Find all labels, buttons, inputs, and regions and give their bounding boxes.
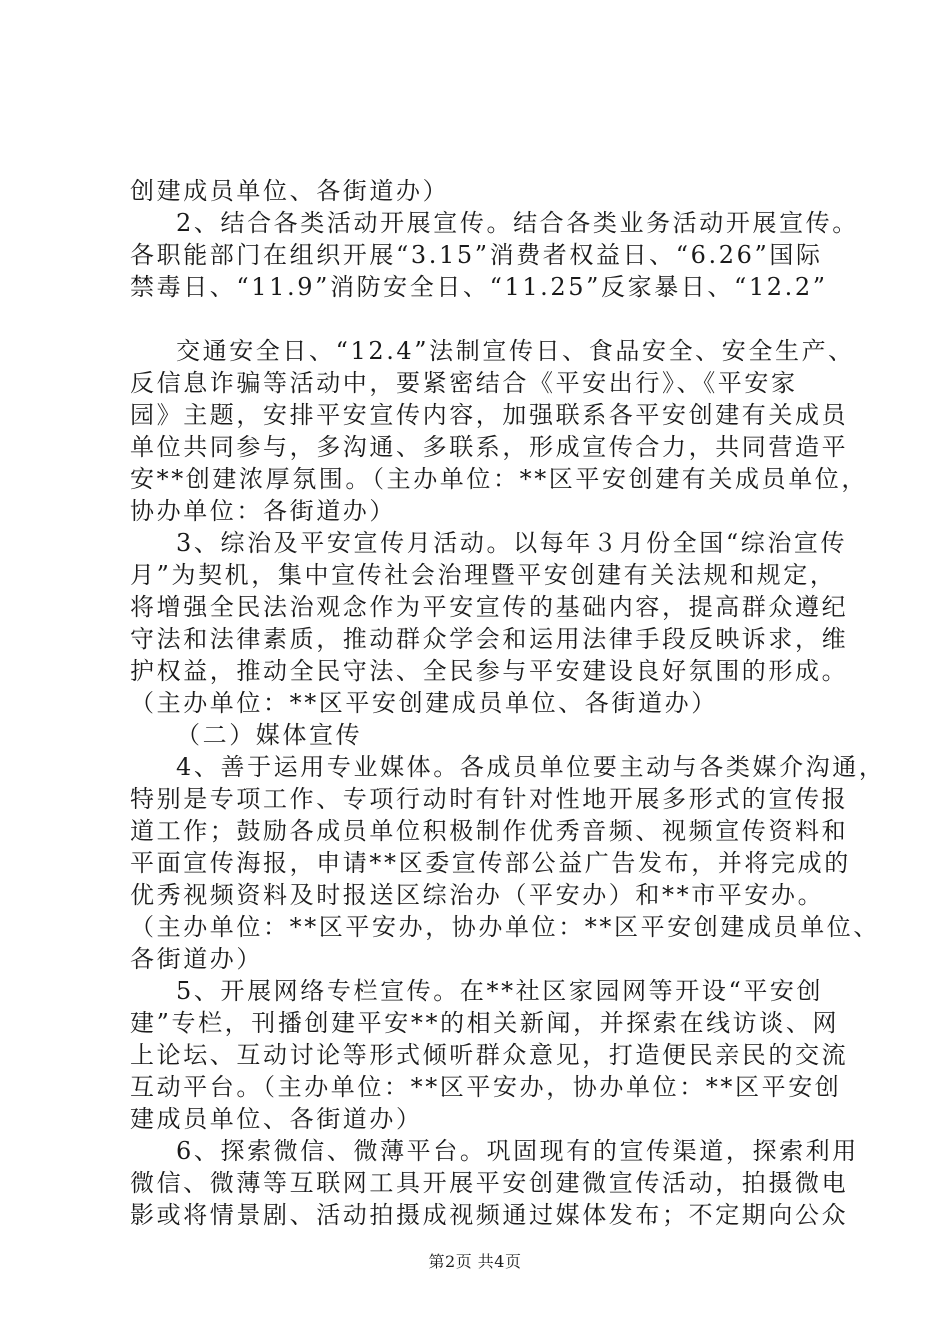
section-heading: （二）媒体宣传 <box>176 721 363 749</box>
text-line: 安**创建浓厚氛围。（主办单位：**区平安创建有关成员单位， <box>130 465 868 493</box>
page-number: 第2页 共4页 <box>428 1252 522 1271</box>
text-line: 各职能部门在组织开展“3.15”消费者权益日、“6.26”国际 <box>130 241 823 269</box>
text-line: 反信息诈骗等活动中，要紧密结合《平安出行》、《平安家 <box>130 369 798 397</box>
text-line: 守法和法律素质，推动群众学会和运用法律手段反映诉求，维 <box>130 625 849 653</box>
text-line: 3、综治及平安宣传月活动。以每年３月份全国“综治宣传 <box>176 529 848 557</box>
text-line: 特别是专项工作、专项行动时有针对性地开展多形式的宣传报 <box>130 785 849 813</box>
text-line: 平面宣传海报，申请**区委宣传部公益广告发布，并将完成的 <box>130 849 851 877</box>
text-line: 禁毒日、“11.9”消防安全日、“11.25”反家暴日、“12.2” <box>130 273 828 301</box>
text-line: 单位共同参与，多沟通、多联系，形成宣传合力，共同营造平 <box>130 433 849 461</box>
text-line: 4、善于运用专业媒体。各成员单位要主动与各类媒介沟通， <box>176 753 886 781</box>
text-line: 园》主题，安排平安宣传内容，加强联系各平安创建有关成员 <box>130 401 849 429</box>
text-line: 各街道办） <box>130 945 263 973</box>
text-line: 护权益，推动全民守法、全民参与平安建设良好氛围的形成。 <box>130 657 849 685</box>
text-line: 协办单位：各街道办） <box>130 497 396 525</box>
text-line: 优秀视频资料及时报送区综治办（平安办）和**市平安办。 <box>130 881 825 909</box>
text-line: 影或将情景剧、活动拍摄成视频通过媒体发布；不定期向公众 <box>130 1201 849 1229</box>
text-line: 建”专栏，刊播创建平安**的相关新闻，并探索在线访谈、网 <box>130 1009 840 1037</box>
text-line: （主办单位：**区平安办，协办单位：**区平安创建成员单位、 <box>130 913 880 941</box>
text-line: 将增强全民法治观念作为平安宣传的基础内容，提高群众遵纪 <box>130 593 849 621</box>
text-line: 道工作；鼓励各成员单位积极制作优秀音频、视频宣传资料和 <box>130 817 849 845</box>
text-line: 上论坛、互动讨论等形式倾听群众意见，打造便民亲民的交流 <box>130 1041 849 1069</box>
text-line: 互动平台。（主办单位：**区平安办，协办单位：**区平安创 <box>130 1073 842 1101</box>
text-line: 建成员单位、各街道办） <box>130 1105 423 1133</box>
text-line: （主办单位：**区平安创建成员单位、各街道办） <box>130 689 718 717</box>
text-line: 创建成员单位、各街道办） <box>130 177 450 205</box>
text-line: 5、开展网络专栏宣传。在**社区家园网等开设“平安创 <box>176 977 824 1005</box>
text-line: 月”为契机，集中宣传社会治理暨平安创建有关法规和规定， <box>130 561 837 589</box>
text-line: 6、探索微信、微薄平台。巩固现有的宣传渠道，探索利用 <box>176 1137 859 1165</box>
text-line: 交通安全日、“12.4”法制宣传日、食品安全、安全生产、 <box>176 337 855 365</box>
text-line: 微信、微薄等互联网工具开展平安创建微宣传活动，拍摄微电 <box>130 1169 849 1197</box>
text-line: 2、结合各类活动开展宣传。结合各类业务活动开展宣传。 <box>176 209 859 237</box>
